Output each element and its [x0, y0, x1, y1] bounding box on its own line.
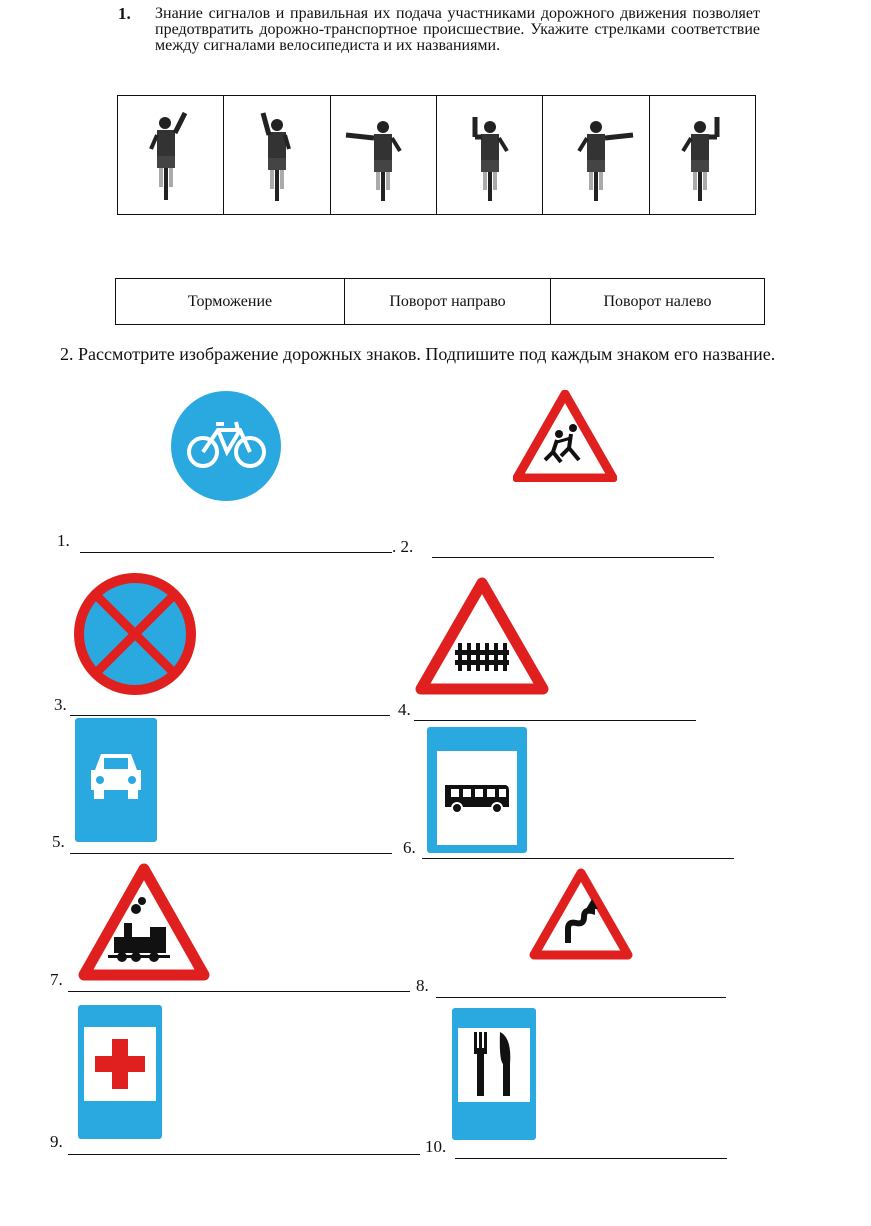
- signal-names-table: [115, 278, 765, 325]
- cyclist-signal-icon: [667, 105, 737, 205]
- answer-line-5[interactable]: [70, 853, 392, 854]
- cyclist-signal-icon: [141, 105, 201, 205]
- answer-line-1[interactable]: [80, 552, 392, 553]
- sign-label-8: 8.: [416, 976, 429, 995]
- motorway-sign-icon: [75, 718, 157, 842]
- sign-label-7: 7.: [50, 970, 63, 989]
- answer-turn-left: Поворот налево: [603, 292, 712, 310]
- bus-stop-sign-icon: [427, 727, 527, 853]
- sign-label-1: 1.: [57, 531, 70, 550]
- question-2-text: 2. Рассмотрите изображение дорожных знаков. Подпишите под каждым знаком его название.: [60, 344, 776, 364]
- sign-label-5: 5.: [52, 832, 65, 851]
- signal-cell-5: [543, 96, 649, 214]
- signal-cell-3: [331, 96, 437, 214]
- restaurant-sign-icon: [452, 1008, 536, 1140]
- railway-crossing-locomotive-sign-icon: [78, 863, 210, 981]
- answer-line-10[interactable]: [455, 1158, 727, 1159]
- signal-cell-2: [224, 96, 330, 214]
- sign-label-9: 9.: [50, 1132, 63, 1151]
- question-1-number: 1.: [118, 4, 131, 23]
- signal-cell-1: [118, 96, 224, 214]
- bicycle-path-sign-icon: [170, 390, 282, 502]
- sign-label-10: 10.: [425, 1137, 447, 1156]
- no-stopping-sign-icon: [73, 572, 197, 696]
- question-1-text: Знание сигналов и правильная их подача участниками дорожного движения позволяет предотвратить дорожно-транспортное происшествие. Укажите стрелками соответствие между сигналами велосипедиста и их названиями.: [155, 5, 760, 54]
- dangerous-curves-sign-icon: [528, 867, 634, 961]
- signal-cell-6: [650, 96, 755, 214]
- railway-crossing-barrier-sign-icon: [415, 577, 549, 695]
- children-crossing-sign-icon: [513, 390, 617, 482]
- first-aid-sign-icon: [78, 1005, 162, 1139]
- cyclist-signal-icon: [338, 105, 428, 205]
- answer-line-6[interactable]: [422, 858, 734, 859]
- answer-line-3[interactable]: [70, 715, 390, 716]
- sign-label-4: 4.: [398, 700, 411, 719]
- cyclist-signal-icon: [455, 105, 525, 205]
- sign-label-2: . 2.: [392, 537, 414, 556]
- answer-braking: Торможение: [116, 279, 345, 324]
- answer-line-4[interactable]: [414, 720, 696, 721]
- signal-cell-4: [437, 96, 543, 214]
- cyclist-signal-icon: [247, 105, 307, 205]
- cyclist-signal-icon: [551, 105, 641, 205]
- answer-line-7[interactable]: [68, 991, 410, 992]
- cyclist-signals-table: [117, 95, 756, 215]
- answer-line-2[interactable]: [432, 557, 714, 558]
- answer-line-9[interactable]: [68, 1154, 420, 1155]
- answer-turn-right: Поворот направо: [345, 279, 551, 324]
- answer-line-8[interactable]: [436, 997, 726, 998]
- sign-label-6: 6.: [403, 838, 416, 857]
- sign-label-3: 3.: [54, 695, 67, 714]
